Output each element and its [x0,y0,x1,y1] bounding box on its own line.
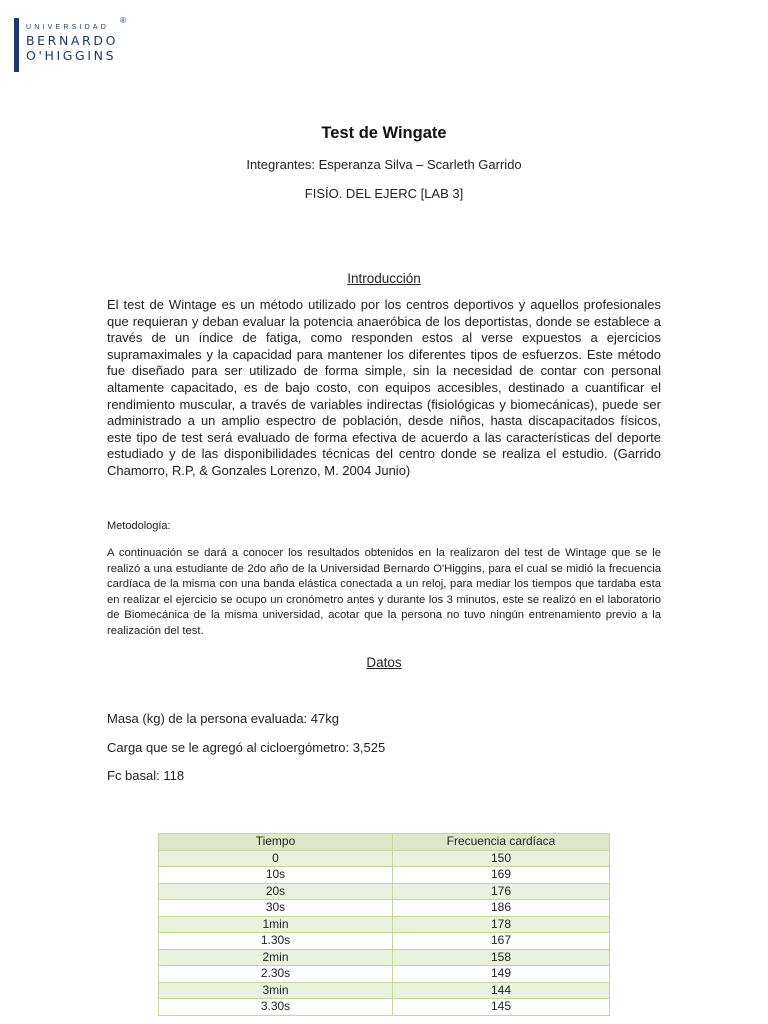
table-row [159,999,610,1016]
table-cell-frecuencia: 144 [393,982,610,999]
heart-rate-table [158,833,610,1016]
table-cell-tiempo: 3min [159,982,393,999]
logo-line-bernardo: BERNARDO [26,33,119,48]
table-cell-tiempo: 2.30s [159,966,393,983]
fc-basal-line: Fc basal: 118 [107,768,185,783]
table-row [159,883,610,900]
table-cell-frecuencia: 186 [393,900,610,917]
course-line: FISÍO. DEL EJERC [LAB 3] [304,186,464,201]
table-row [159,916,610,933]
table-cell-tiempo: 1.30s [159,933,393,950]
university-logo [14,18,144,72]
table-header-frecuencia: Frecuencia cardíaca [393,834,610,851]
masa-line: Masa (kg) de la persona evaluada: 47kg [107,711,339,726]
registered-mark: ® [120,16,126,25]
table-row [159,949,610,966]
logo-wordmark [26,23,118,63]
table-row [159,900,610,917]
table-row [159,867,610,884]
table-cell-tiempo: 20s [159,883,393,900]
table-cell-tiempo: 3.30s [159,999,393,1016]
table-cell-frecuencia: 149 [393,966,610,983]
table-cell-tiempo: 30s [159,900,393,917]
table-row [159,966,610,983]
table-cell-frecuencia: 150 [393,850,610,867]
metodologia-paragraph: A continuación se dará a conocer los resultados obtenidos en la realizaron del test de Wintage que se le realizó a una estudiante de 2do año de la Universidad Bernardo O'Higgins, para el cual se midió la frecuencia cardíaca de la misma con una banda elástica conectada a un reloj, para mediar los tiempos que tardaba esta en realizar el ejercicio se ocupo un cronómetro antes y durante los 3 minutos, este se realizó en el laboratorio de Biomecánica de la misma universidad, acotar que la persona no tuvo ningún entrenamiento previo a la realización del test. [107,547,661,637]
logo-line-universidad: UNIVERSIDAD [26,24,110,31]
table-row [159,982,610,999]
datos-heading: Datos [366,655,402,670]
logo-bar [14,18,19,72]
table-cell-frecuencia: 167 [393,933,610,950]
table-cell-tiempo: 10s [159,867,393,884]
table-cell-tiempo: 1min [159,916,393,933]
table-cell-tiempo: 2min [159,949,393,966]
table-cell-frecuencia: 169 [393,867,610,884]
table-cell-tiempo: 0 [159,850,393,867]
table-cell-frecuencia: 176 [393,883,610,900]
table-cell-frecuencia: 178 [393,916,610,933]
document-title: Test de Wingate [321,124,447,142]
table-row [159,850,610,867]
carga-line: Carga que se le agregó al cicloergómetro: 3,525 [107,740,386,755]
intro-heading: Introducción [347,271,421,286]
table-header-tiempo: Tiempo [159,834,393,851]
table-header-row [159,834,610,851]
integrantes-line: Integrantes: Esperanza Silva – Scarleth Garrido [246,157,522,172]
intro-paragraph: El test de Wintage es un método utilizado por los centros deportivos y aquellos profesionales que requieran y deban evaluar la potencia anaeróbica de los deportistas, donde se establece a través de un índice de fatiga, como responden estos al verse expuestos a ejercicios supramaximales y la capacidad para mantener los diferentes tipos de esfuerzos. Este método fue diseñado para ser utilizado de forma simple, sin la necesidad de contar con personal altamente capacitado, es de bajo costo, con equipos accesibles, destinado a cuantificar el rendimiento muscular, a través de variables indirectas (fisiológicas y biomecánicas), puede ser administrado a un amplio espectro de población, desde niños, hasta discapacitados físicos, este tipo de test será evaluado de forma efectiva de acuerdo a las características del deporte estudiado y de las disponibilidades técnicas del centro donde se realiza el estudio. (Garrido Chamorro, R.P, & Gonzales Lorenzo, M. 2004 Junio) [107,297,661,478]
table-cell-frecuencia: 145 [393,999,610,1016]
logo-line-ohiggins: O'HIGGINS [26,48,117,63]
metodologia-heading: Metodología: [107,520,171,532]
table-cell-frecuencia: 158 [393,949,610,966]
table-row [159,933,610,950]
